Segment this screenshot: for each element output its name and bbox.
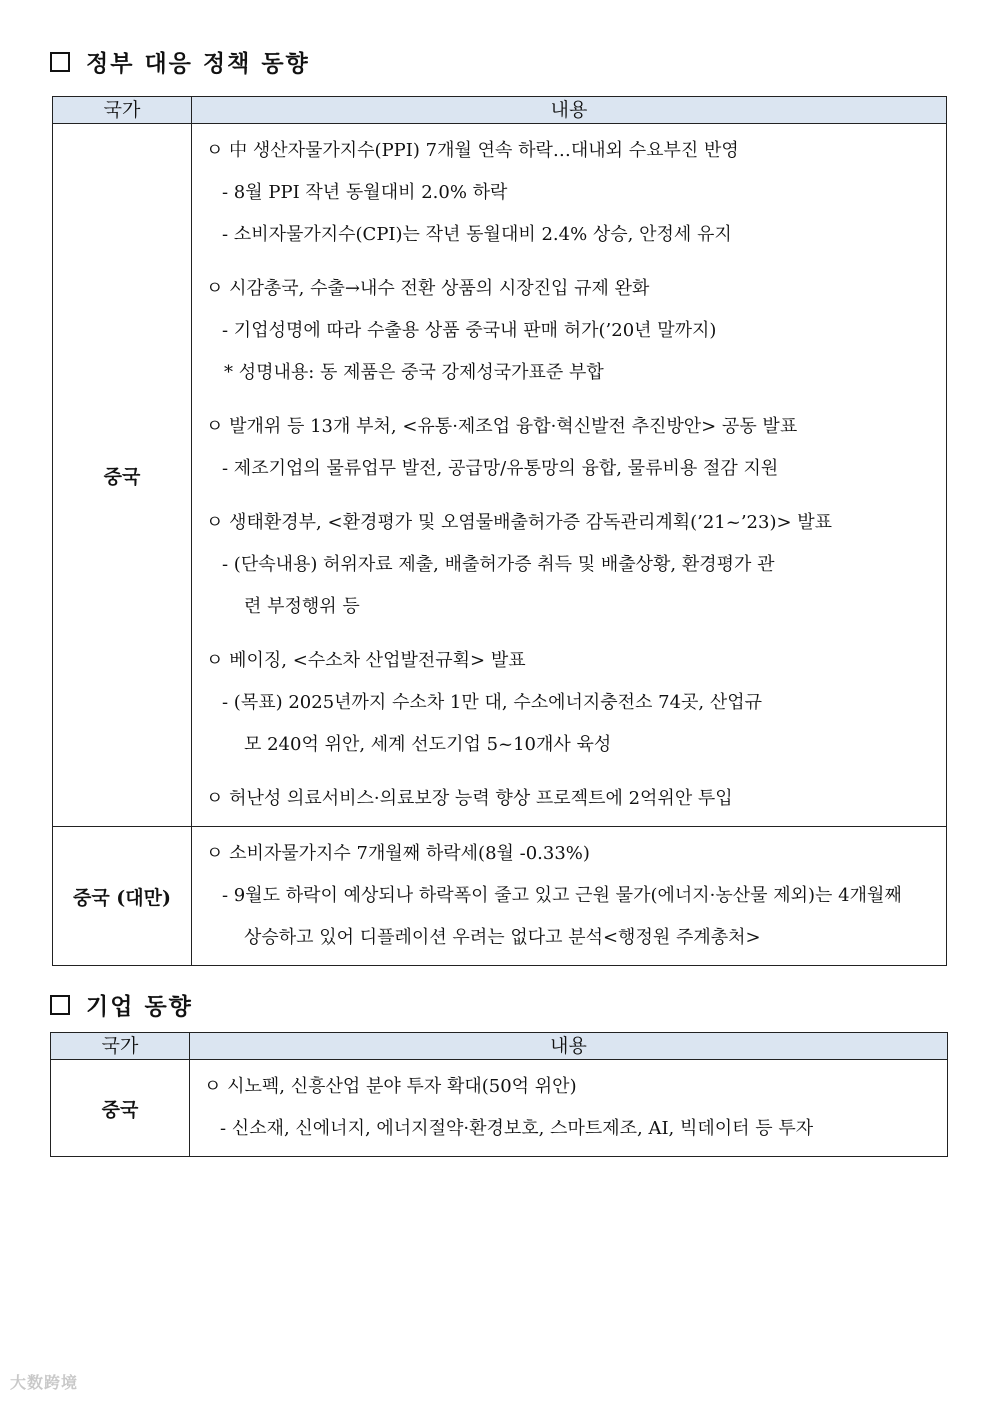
corp-trend-table bbox=[50, 1032, 948, 1157]
header-content: 내용 bbox=[192, 97, 947, 124]
country-cell: 중국 (대만) bbox=[53, 827, 192, 966]
content-line: - 소비자물가지수(CPI)는 작년 동월대비 2.4% 상승, 안정세 유지 bbox=[222, 224, 732, 245]
content-line: * 성명내용: 동 제품은 중국 강제성국가표준 부합 bbox=[224, 362, 604, 383]
content-line: 모 240억 위안, 세계 선도기업 5~10개사 육성 bbox=[244, 734, 612, 755]
content-line: 상승하고 있어 디플레이션 우려는 없다고 분석<행정원 주계총처> bbox=[244, 927, 761, 948]
list-item bbox=[202, 640, 938, 766]
content-line: ㅇ 생태환경부, <환경평가 및 오염물배출허가증 감독관리계획(’21~’23)> 발표 bbox=[206, 512, 833, 533]
country-cell: 중국 bbox=[51, 1060, 190, 1157]
list-item bbox=[202, 406, 938, 490]
content-line: 련 부정행위 등 bbox=[244, 596, 360, 617]
header-content: 내용 bbox=[190, 1033, 948, 1060]
content-line: - (목표) 2025년까지 수소차 1만 대, 수소에너지충전소 74곳, 산업규 bbox=[222, 692, 763, 713]
content-cell bbox=[192, 124, 947, 827]
content-line: - 9월도 하락이 예상되나 하락폭이 줄고 있고 근원 물가(에너지·농산물 제외)는 4개월째 bbox=[222, 885, 902, 906]
section-title-text: 기업 동향 bbox=[86, 994, 193, 1020]
checkbox-square-icon bbox=[50, 995, 70, 1015]
section-title-text: 정부 대응 정책 동향 bbox=[86, 51, 310, 77]
content-cell bbox=[192, 827, 947, 966]
content-line: - 제조기업의 물류업무 발전, 공급망/유통망의 융합, 물류비용 절감 지원 bbox=[222, 458, 779, 479]
content-line: - (단속내용) 허위자료 제출, 배출허가증 취득 및 배출상황, 환경평가 관 bbox=[222, 554, 775, 575]
list-item bbox=[202, 130, 938, 256]
content-line: ㅇ 시노펙, 신흥산업 분야 투자 확대(50억 위안) bbox=[204, 1076, 577, 1097]
list-item bbox=[202, 833, 938, 959]
checkbox-square-icon bbox=[50, 52, 70, 72]
gov-policy-table bbox=[52, 96, 947, 966]
table-row bbox=[53, 827, 947, 966]
list-item bbox=[202, 502, 938, 628]
content-line: - 신소재, 신에너지, 에너지절약·환경보호, 스마트제조, AI, 빅데이터 등 투자 bbox=[220, 1118, 814, 1139]
list-item bbox=[200, 1066, 939, 1150]
table-row bbox=[53, 124, 947, 827]
header-country: 국가 bbox=[51, 1033, 190, 1060]
header-country: 국가 bbox=[53, 97, 192, 124]
watermark-logo: 大数跨境 bbox=[10, 1373, 79, 1392]
section-title-gov bbox=[50, 45, 310, 78]
content-line: ㅇ 소비자물가지수 7개월째 하락세(8월 -0.33%) bbox=[206, 843, 590, 864]
content-line: ㅇ 시감총국, 수출→내수 전환 상품의 시장진입 규제 완화 bbox=[206, 278, 650, 299]
content-line: ㅇ 베이징, <수소차 산업발전규획> 발표 bbox=[206, 650, 526, 671]
content-line: - 기업성명에 따라 수출용 상품 중국내 판매 허가(’20년 말까지) bbox=[222, 320, 717, 341]
content-line: ㅇ 허난성 의료서비스·의료보장 능력 향상 프로젝트에 2억위안 투입 bbox=[206, 788, 733, 809]
content-line: ㅇ 발개위 등 13개 부처, <유통·제조업 융합·혁신발전 추진방안> 공동 발표 bbox=[206, 416, 798, 437]
content-line: ㅇ 中 생산자물가지수(PPI) 7개월 연속 하락…대내외 수요부진 반영 bbox=[206, 140, 739, 161]
list-item bbox=[202, 778, 938, 820]
section-title-corp bbox=[50, 988, 193, 1021]
list-item bbox=[202, 268, 938, 394]
content-cell bbox=[190, 1060, 948, 1157]
content-line: - 8월 PPI 작년 동월대비 2.0% 하락 bbox=[222, 182, 508, 203]
table-row bbox=[51, 1060, 948, 1157]
country-cell: 중국 bbox=[53, 124, 192, 827]
